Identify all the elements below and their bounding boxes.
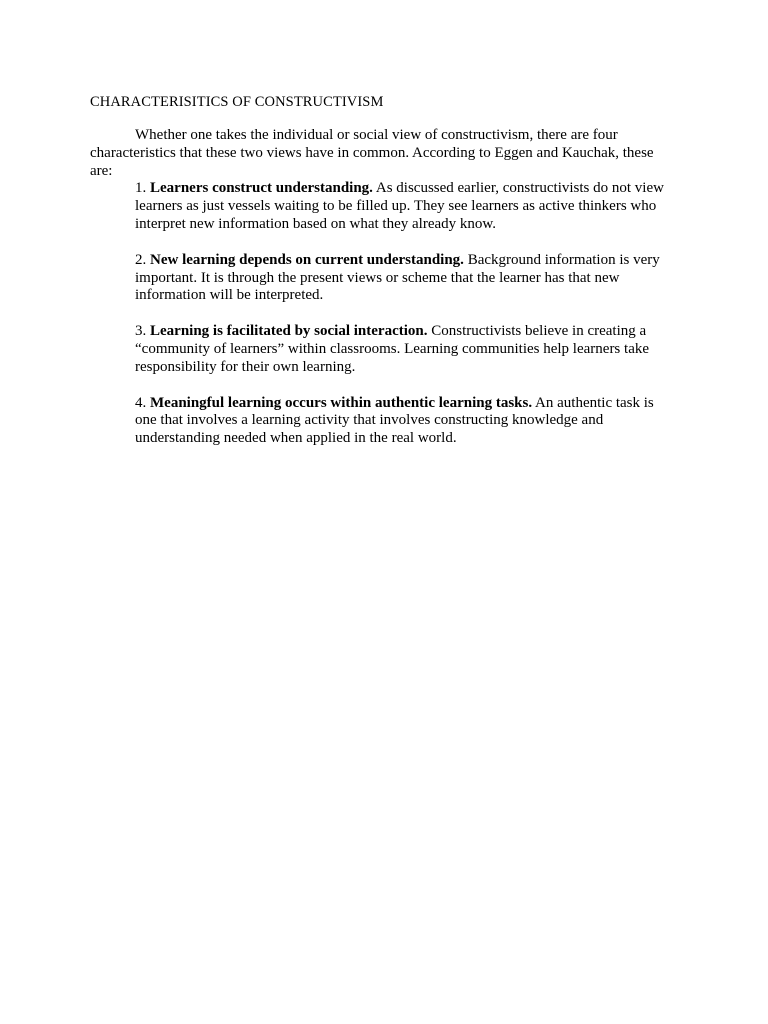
item-heading: Learners construct understanding. [150,180,373,197]
item-body: Constructivists believe in creating a “community of learners” within classrooms. Learning communities help learners take responsibility for their own learning. [135,323,650,375]
item-heading: Meaningful learning occurs within authentic learning tasks. [150,394,533,411]
item-number: 2. [135,251,147,268]
intro-paragraph: Whether one takes the individual or social view of constructivism, there are four characteristics that these two views have in common. According to Eggen and Kauchak, these are: [90,127,654,179]
characteristics-list [135,180,675,448]
item-body: An authentic task is one that involves a learning activity that involves constructing knowledge and understanding needed when applied in the real world. [135,394,654,447]
document-title: CHARACTERISITICS OF CONSTRUCTIVISM [90,94,384,110]
list-item [135,252,675,305]
list-item [135,395,675,448]
item-body: As discussed earlier, constructivists do not view learners as just vessels waiting to be filled up. They see learners as active thinkers who interpret new information based on what they already know. [135,180,664,232]
item-body: Background information is very important. It is through the present views or scheme that the learner has that new information will be interpreted. [135,251,660,304]
item-number: 3. [135,323,147,340]
list-item [135,180,675,233]
item-number: 4. [135,394,147,411]
list-item [135,323,675,376]
item-number: 1. [135,180,147,197]
item-heading: Learning is facilitated by social interaction. [150,323,428,340]
document-page [90,93,675,466]
item-heading: New learning depends on current understanding. [150,251,464,268]
